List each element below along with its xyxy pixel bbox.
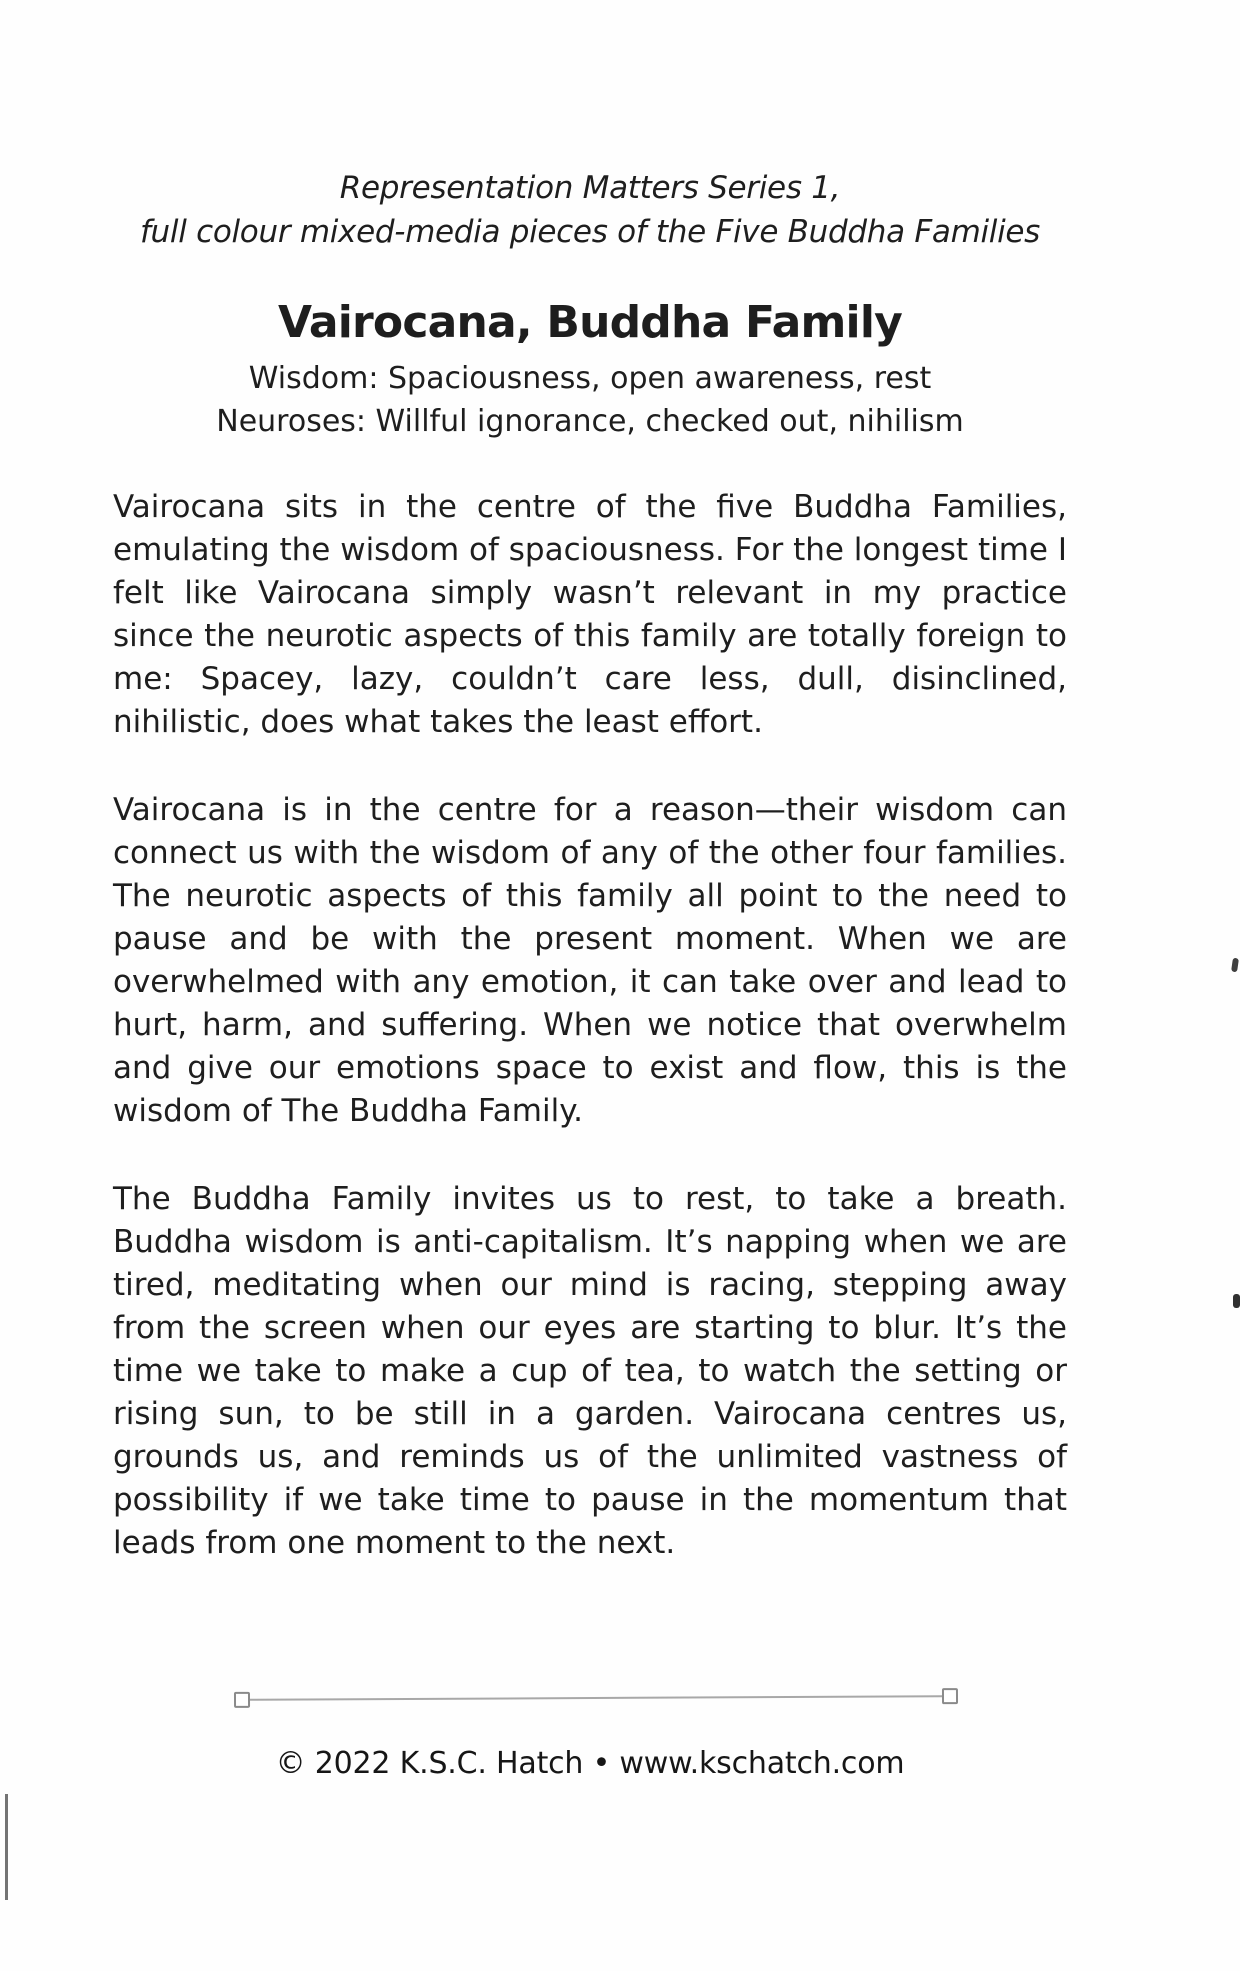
- neuroses-line: Neuroses: Willful ignorance, checked out, nihilism: [216, 404, 964, 439]
- divider-rule: [234, 1688, 958, 1707]
- copyright-line: © 2022 K.S.C. Hatch • www.kschatch.com: [275, 1746, 905, 1781]
- scan-artifact-speck: [1233, 1294, 1240, 1308]
- divider-endpoint-square-right: [942, 1688, 958, 1704]
- wisdom-line: Wisdom: Spaciousness, open awareness, rest: [248, 361, 932, 396]
- paragraph-1: Vairocana sits in the centre of the five Buddha Families, emulating the wisdom of spaciousness. For the longest time I felt like Vairocana simply wasn’t relevant in my practice since the neurotic aspects of this family are totally foreign to me: Spacey, lazy, couldn’t care less, dull, disinclined, nihilistic, does what takes the least effort.: [113, 489, 1067, 740]
- paragraph-2: Vairocana is in the centre for a reason—their wisdom can connect us with the wisdom of any of the other four families. The neurotic aspects of this family all point to the need to pause and be with the present moment. When we are overwhelmed with any emotion, it can take over and lead to hurt, harm, and suffering. When we notice that overwhelm and give our emotions space to exist and flow, this is the wisdom of The Buddha Family.: [113, 792, 1067, 1129]
- body-paragraphs: [113, 486, 1067, 1565]
- divider-line: [250, 1695, 942, 1701]
- page-title: Vairocana, Buddha Family: [277, 297, 903, 348]
- divider-endpoint-square-left: [234, 1691, 250, 1707]
- series-caption-line1: Representation Matters Series 1,: [339, 170, 841, 206]
- series-caption: [113, 166, 1067, 254]
- scan-artifact-speck: [1231, 958, 1239, 973]
- paragraph-3: The Buddha Family invites us to rest, to take a breath. Buddha wisdom is anti-capitalism. It’s napping when we are tired, meditating when our mind is racing, stepping away from the screen when our eyes are starting to blur. It’s the time we take to make a cup of tea, to watch the setting or rising sun, to be still in a garden. Vairocana centres us, grounds us, and reminds us of the unlimited vastness of possibility if we take time to pause in the momentum that leads from one moment to the next.: [113, 1181, 1067, 1561]
- subtitle-block: [113, 357, 1067, 443]
- series-caption-line2: full colour mixed-media pieces of the Five Buddha Families: [139, 214, 1041, 250]
- scan-artifact-left-line: [5, 1794, 8, 1900]
